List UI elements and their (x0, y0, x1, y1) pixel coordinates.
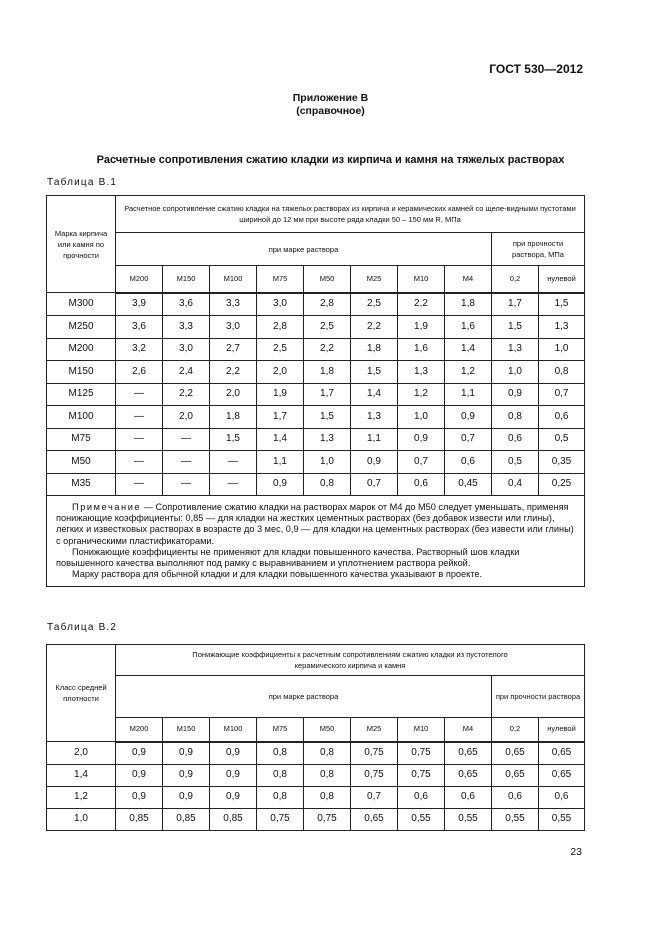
value-cell: 0,7 (445, 428, 492, 451)
value-cell: 0,7 (351, 786, 398, 808)
value-cell: 0,8 (257, 764, 304, 786)
value-cell: 2,2 (351, 316, 398, 339)
table2-strength-header: при прочности раствора (492, 676, 585, 718)
value-cell: 2,5 (304, 316, 351, 339)
table1-caption: Таблица В.1 (47, 177, 118, 188)
value-cell: — (116, 473, 163, 496)
value-cell: 0,55 (398, 808, 445, 830)
value-cell: 0,8 (304, 786, 351, 808)
value-cell: 0,7 (351, 473, 398, 496)
value-cell: 0,6 (492, 786, 539, 808)
value-cell: 1,2 (445, 361, 492, 384)
value-cell: 0,6 (445, 786, 492, 808)
value-cell: 0,6 (398, 786, 445, 808)
value-cell: 3,0 (210, 316, 257, 339)
column-header: нулевой (539, 266, 585, 293)
value-cell: — (116, 383, 163, 406)
row-label-cell: М100 (47, 406, 116, 429)
value-cell: 1,8 (210, 406, 257, 429)
table-row (47, 764, 585, 786)
value-cell: 0,75 (304, 808, 351, 830)
note-label: Примечание (72, 502, 142, 512)
column-header: 0,2 (492, 718, 539, 742)
value-cell: — (116, 428, 163, 451)
value-cell: 1,5 (351, 361, 398, 384)
table1-mortar-header: при марке раствора (116, 233, 492, 266)
table-row (47, 428, 585, 451)
table1-row-header: Марка кирпича или камня по прочности (47, 196, 116, 293)
value-cell: — (163, 451, 210, 474)
column-header: М10 (398, 718, 445, 742)
column-header: М50 (304, 266, 351, 293)
value-cell: 1,5 (210, 428, 257, 451)
value-cell: 0,7 (398, 451, 445, 474)
value-cell: 3,3 (163, 316, 210, 339)
row-label-cell: 1,4 (47, 764, 116, 786)
table-row (47, 383, 585, 406)
appendix-heading (0, 92, 661, 118)
value-cell: 2,5 (257, 338, 304, 361)
table2-caption: Таблица В.2 (47, 622, 118, 633)
value-cell: 1,7 (304, 383, 351, 406)
table-row (47, 451, 585, 474)
column-header: М50 (304, 718, 351, 742)
note-paragraph-1: — Сопротивление сжатию кладки на растворах марок от М4 до М50 следует уменьшать, применяя понижающие коэффициенты: 0,85 — для кладки на жестких цементных растворах (без добавок извести или глины), легких и известковых растворах в возрасте до 3 мес, 0,9 — для кладки на цементных растворах (без извести или глины) с органическими пластификаторами. (56, 502, 574, 546)
row-label-cell: М50 (47, 451, 116, 474)
value-cell: 0,75 (351, 742, 398, 765)
value-cell: 1,6 (445, 316, 492, 339)
value-cell: 0,35 (539, 451, 585, 474)
value-cell: 0,85 (210, 808, 257, 830)
value-cell: 2,0 (163, 406, 210, 429)
column-header: М200 (116, 266, 163, 293)
value-cell: 0,85 (116, 808, 163, 830)
value-cell: 0,9 (210, 764, 257, 786)
table-row (47, 473, 585, 496)
row-label-cell: М250 (47, 316, 116, 339)
table-row (47, 786, 585, 808)
value-cell: 1,2 (398, 383, 445, 406)
value-cell: 0,8 (539, 361, 585, 384)
value-cell: 1,8 (304, 361, 351, 384)
value-cell: 0,45 (445, 473, 492, 496)
column-header: М75 (257, 266, 304, 293)
table1-group-header: Расчетное сопротивление сжатию кладки на тяжелых растворах из кирпича и керамических камней со щеле-видными пустотами шириной до 12 мм при высоте ряда кладки 50 – 150 мм R, МПа (116, 196, 585, 233)
value-cell: 0,55 (492, 808, 539, 830)
value-cell: 1,3 (539, 316, 585, 339)
table2-row-header: Класс средней плотности (47, 645, 116, 742)
column-header: М75 (257, 718, 304, 742)
value-cell: 0,65 (492, 764, 539, 786)
value-cell: 1,6 (398, 338, 445, 361)
value-cell: 0,65 (445, 742, 492, 765)
value-cell: 2,4 (163, 361, 210, 384)
table2 (46, 644, 585, 831)
value-cell: 0,9 (257, 473, 304, 496)
value-cell: 1,8 (351, 338, 398, 361)
row-label-cell: М75 (47, 428, 116, 451)
value-cell: 1,4 (445, 338, 492, 361)
column-header: М150 (163, 266, 210, 293)
value-cell: 3,0 (163, 338, 210, 361)
value-cell: 0,9 (445, 406, 492, 429)
value-cell: 0,8 (257, 786, 304, 808)
value-cell: 0,9 (492, 383, 539, 406)
value-cell: 1,3 (492, 338, 539, 361)
value-cell: 0,4 (492, 473, 539, 496)
value-cell: 1,8 (445, 293, 492, 316)
value-cell: — (163, 428, 210, 451)
value-cell: 1,0 (304, 451, 351, 474)
value-cell: 0,55 (445, 808, 492, 830)
value-cell: 0,6 (445, 451, 492, 474)
row-label-cell: М125 (47, 383, 116, 406)
value-cell: 3,2 (116, 338, 163, 361)
table1-strength-header: при прочности раствора, МПа (492, 233, 585, 266)
value-cell: 0,6 (539, 786, 585, 808)
value-cell: 0,75 (398, 764, 445, 786)
column-header: М200 (116, 718, 163, 742)
page-number: 23 (570, 846, 582, 858)
value-cell: 0,6 (492, 428, 539, 451)
value-cell: 0,5 (539, 428, 585, 451)
value-cell: 0,9 (398, 428, 445, 451)
value-cell: 0,75 (257, 808, 304, 830)
value-cell: 1,9 (398, 316, 445, 339)
value-cell: 2,7 (210, 338, 257, 361)
column-header: М25 (351, 718, 398, 742)
value-cell: 0,7 (539, 383, 585, 406)
table1 (46, 195, 585, 587)
note-paragraph-2: Понижающие коэффициенты не применяют для кладки повышенного качества. Растворный шов кладки повышенного качества выполняют под рамку с выравниванием и уплотнением раствора рейкой. (56, 546, 520, 569)
value-cell: 0,6 (398, 473, 445, 496)
value-cell: 2,2 (398, 293, 445, 316)
table-row (47, 361, 585, 384)
column-header: М4 (445, 266, 492, 293)
value-cell: 0,9 (116, 764, 163, 786)
row-label-cell: 1,2 (47, 786, 116, 808)
value-cell: 1,7 (257, 406, 304, 429)
value-cell: 0,75 (351, 764, 398, 786)
appendix-title: Приложение В (292, 92, 369, 104)
value-cell: 1,7 (492, 293, 539, 316)
value-cell: 0,65 (492, 742, 539, 765)
value-cell: 0,9 (351, 451, 398, 474)
value-cell: 1,5 (304, 406, 351, 429)
table-row (47, 406, 585, 429)
value-cell: 0,8 (304, 742, 351, 765)
row-label-cell: М150 (47, 361, 116, 384)
value-cell: — (116, 451, 163, 474)
value-cell: 1,5 (539, 293, 585, 316)
value-cell: 0,9 (210, 786, 257, 808)
value-cell: 0,25 (539, 473, 585, 496)
value-cell: 3,6 (116, 316, 163, 339)
value-cell: 1,3 (351, 406, 398, 429)
value-cell: 0,75 (398, 742, 445, 765)
value-cell: 2,8 (257, 316, 304, 339)
table-row (47, 742, 585, 765)
value-cell: 0,8 (492, 406, 539, 429)
value-cell: 1,1 (445, 383, 492, 406)
row-label-cell: М300 (47, 293, 116, 316)
value-cell: 0,65 (351, 808, 398, 830)
value-cell: 1,4 (257, 428, 304, 451)
value-cell: 1,0 (539, 338, 585, 361)
value-cell: — (163, 473, 210, 496)
value-cell: 3,3 (210, 293, 257, 316)
appendix-subtitle: (справочное) (296, 105, 365, 117)
column-header: М150 (163, 718, 210, 742)
value-cell: 1,0 (492, 361, 539, 384)
value-cell: — (210, 451, 257, 474)
value-cell: 2,2 (304, 338, 351, 361)
value-cell: 0,9 (116, 742, 163, 765)
value-cell: 3,9 (116, 293, 163, 316)
column-header: М100 (210, 266, 257, 293)
value-cell: 2,8 (304, 293, 351, 316)
table2-mortar-header: при марке раствора (116, 676, 492, 718)
table-row (47, 808, 585, 830)
value-cell: 0,9 (163, 786, 210, 808)
value-cell: 0,9 (116, 786, 163, 808)
value-cell: 0,9 (163, 764, 210, 786)
column-header: нулевой (539, 718, 585, 742)
row-label-cell: М200 (47, 338, 116, 361)
value-cell: 0,8 (304, 764, 351, 786)
column-header: М25 (351, 266, 398, 293)
value-cell: 0,6 (539, 406, 585, 429)
table-row (47, 316, 585, 339)
row-label-cell: 2,0 (47, 742, 116, 765)
table-row (47, 338, 585, 361)
value-cell: 0,8 (257, 742, 304, 765)
value-cell: 2,0 (210, 383, 257, 406)
value-cell: 0,65 (539, 742, 585, 765)
value-cell: 2,5 (351, 293, 398, 316)
column-header: М10 (398, 266, 445, 293)
value-cell: 2,2 (163, 383, 210, 406)
value-cell: 0,65 (539, 764, 585, 786)
value-cell: 0,5 (492, 451, 539, 474)
value-cell: 0,55 (539, 808, 585, 830)
value-cell: 1,1 (257, 451, 304, 474)
table1-note (47, 496, 585, 587)
value-cell: 0,65 (445, 764, 492, 786)
table-row (47, 293, 585, 316)
value-cell: — (116, 406, 163, 429)
value-cell: 1,9 (257, 383, 304, 406)
column-header: М100 (210, 718, 257, 742)
value-cell: — (210, 473, 257, 496)
section-title: Расчетные сопротивления сжатию кладки из кирпича и камня на тяжелых растворах (96, 154, 565, 166)
value-cell: 1,3 (398, 361, 445, 384)
value-cell: 2,2 (210, 361, 257, 384)
column-header: М4 (445, 718, 492, 742)
value-cell: 1,4 (351, 383, 398, 406)
column-header: 0,2 (492, 266, 539, 293)
value-cell: 2,0 (257, 361, 304, 384)
value-cell: 3,0 (257, 293, 304, 316)
standard-code: ГОСТ 530—2012 (489, 62, 583, 76)
value-cell: 0,9 (210, 742, 257, 765)
value-cell: 1,5 (492, 316, 539, 339)
value-cell: 0,85 (163, 808, 210, 830)
value-cell: 1,0 (398, 406, 445, 429)
value-cell: 1,3 (304, 428, 351, 451)
value-cell: 0,9 (163, 742, 210, 765)
note-paragraph-3: Марку раствора для обычной кладки и для кладки повышенного качества указывают в проекте. (72, 569, 483, 580)
value-cell: 3,6 (163, 293, 210, 316)
row-label-cell: М35 (47, 473, 116, 496)
table2-group-header: Понижающие коэффициенты к расчетным сопротивлениям сжатию кладки из пустотелого керамического кирпича и камня (116, 645, 585, 676)
row-label-cell: 1,0 (47, 808, 116, 830)
value-cell: 2,6 (116, 361, 163, 384)
value-cell: 0,8 (304, 473, 351, 496)
value-cell: 1,1 (351, 428, 398, 451)
